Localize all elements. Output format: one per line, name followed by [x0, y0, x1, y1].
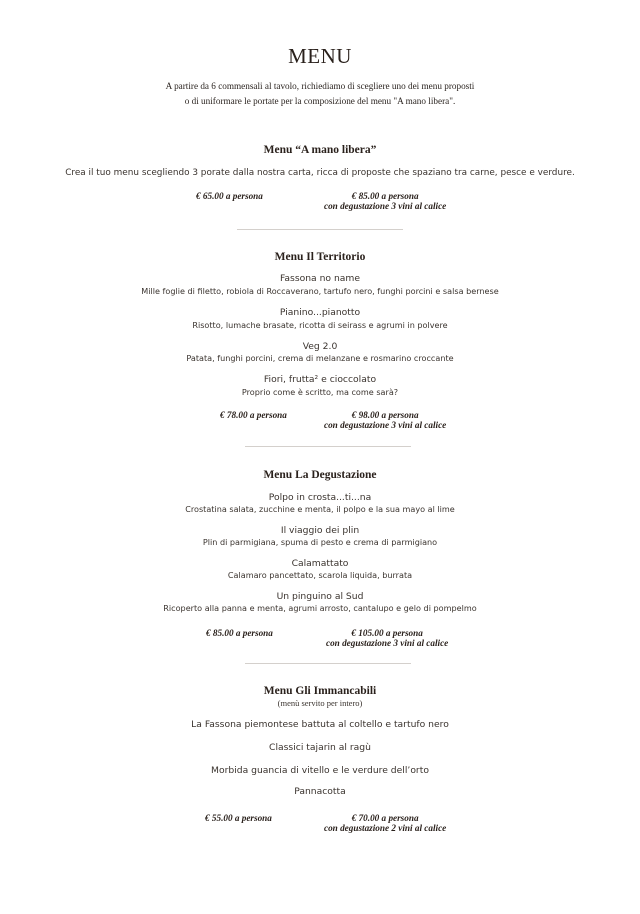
dish-name: Pannacotta: [294, 786, 346, 797]
price-per-person: € 55.00 a persona: [205, 813, 272, 823]
price-per-person: € 85.00 a persona: [206, 628, 273, 638]
intro-text: [0, 79, 640, 109]
section-divider: [245, 446, 411, 447]
menu-immancabili-title: Menu Gli Immancabili: [263, 685, 377, 697]
price-with-wine-note: con degustazione 3 vini al calice: [326, 638, 449, 648]
dish-name: Classici tajarin al ragù: [269, 742, 371, 753]
dish-description: Ricoperto alla panna e menta, agrumi arrosto, cantalupo e gelo di pompelmo: [163, 603, 477, 613]
price-with-wine: [324, 813, 446, 833]
price-per-person: € 78.00 a persona: [220, 410, 287, 420]
dish-name: Polpo in crosta...ti...na: [268, 492, 372, 503]
dish-name: Il viaggio dei plin: [280, 525, 360, 536]
dish-name: La Fassona piemontese battuta al coltello e tartufo nero: [191, 719, 449, 730]
price-with-wine-amount: € 85.00 a persona: [351, 191, 419, 201]
price-with-wine-note: con degustazione 3 vini al calice: [324, 201, 447, 211]
section-divider: [245, 663, 411, 664]
dish-name: Veg 2.0: [302, 341, 338, 352]
menu-a-mano-libera-title: Menu “A mano libera”: [263, 144, 377, 156]
dish-description: Proprio come è scritto, ma come sarà?: [241, 387, 399, 397]
dish-description: Crostatina salata, zucchine e menta, il polpo e la sua mayo al lime: [185, 504, 455, 514]
price-per-person: € 65.00 a persona: [196, 191, 263, 201]
dish-description: Patata, funghi porcini, crema di melanzane e rosmarino croccante: [186, 353, 454, 363]
dish-name: Calamattato: [291, 558, 349, 569]
price-with-wine: [324, 410, 446, 430]
dish-description: Risotto, lumache brasate, ricotta di seirass e agrumi in polvere: [192, 320, 448, 330]
dish-name: Morbida guancia di vitello e le verdure dell’orto: [211, 765, 429, 776]
dish-description: Plin di parmigiana, spuma di pesto e crema di parmigiano: [202, 537, 438, 547]
dish-description: Mille foglie di filetto, robiola di Roccaverano, tartufo nero, funghi porcini e salsa bernese: [141, 286, 499, 296]
price-with-wine: [326, 628, 448, 648]
price-with-wine-note: con degustazione 3 vini al calice: [324, 420, 447, 430]
price-with-wine-amount: € 98.00 a persona: [351, 410, 419, 420]
section-divider: [237, 229, 403, 230]
price-with-wine: [324, 191, 446, 211]
menu-degustazione-title: Menu La Degustazione: [263, 469, 377, 481]
dish-name: Fassona no name: [279, 273, 361, 284]
menu-territorio-title: Menu Il Territorio: [274, 251, 366, 263]
price-with-wine-amount: € 105.00 a persona: [351, 628, 423, 638]
price-with-wine-note: con degustazione 2 vini al calice: [324, 823, 447, 833]
intro-line-1: A partire da 6 commensali al tavolo, richiediamo di scegliere uno dei menu proposti: [165, 81, 475, 91]
price-with-wine-amount: € 70.00 a persona: [351, 813, 419, 823]
dish-name: Pianino...pianotto: [279, 307, 361, 318]
page-title: MENU: [288, 44, 352, 68]
dish-description: Calamaro pancettato, scarola liquida, burrata: [227, 570, 413, 580]
intro-line-2: o di uniformare le portate per la composizione del menu "A mano libera".: [184, 96, 456, 106]
menu-immancabili-note: (menù servito per intero): [277, 698, 363, 708]
dish-name: Un pinguino al Sud: [276, 591, 364, 602]
menu-a-mano-libera-description: Crea il tuo menu scegliendo 3 porate dalla nostra carta, ricca di proposte che spaziano tra carne, pesce e verdure.: [65, 168, 575, 178]
dish-name: Fiori, frutta² e cioccolato: [263, 374, 377, 385]
